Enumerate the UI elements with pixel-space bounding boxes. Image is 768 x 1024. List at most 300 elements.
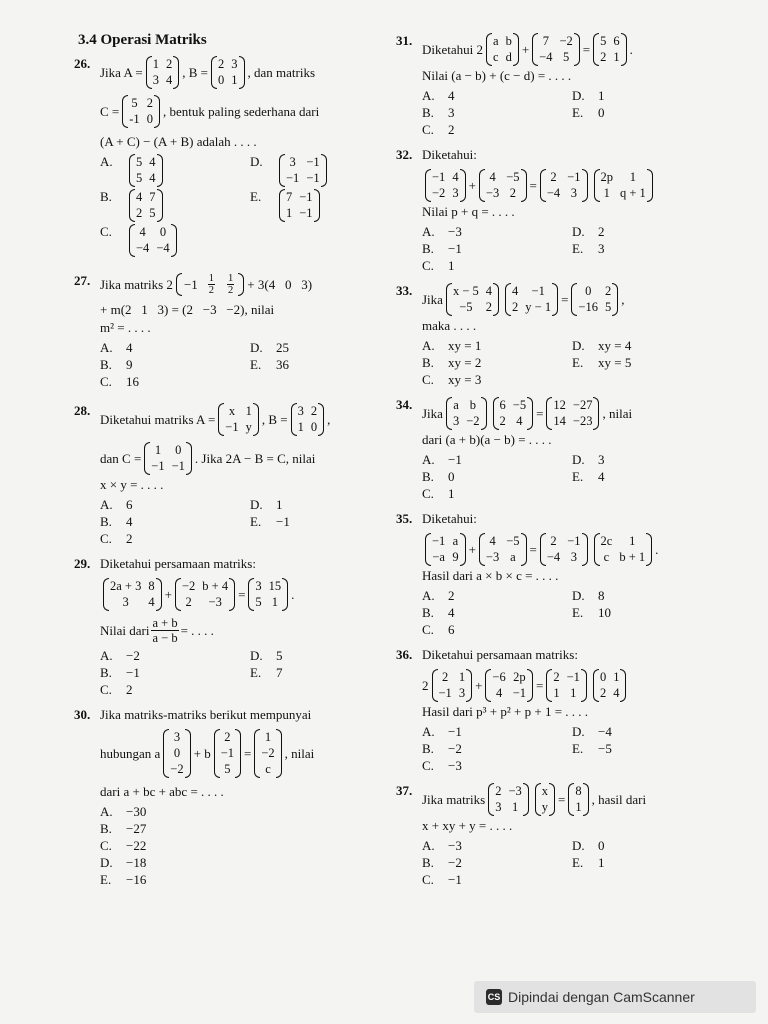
matrix-1 xyxy=(486,33,519,66)
option-b[interactable] xyxy=(100,820,250,837)
matrix-entry: 0 xyxy=(599,670,607,684)
question-text: , hasil dari xyxy=(591,791,647,807)
option-a[interactable] xyxy=(422,451,572,468)
option-c[interactable] xyxy=(422,371,572,388)
question-text: Diketahui persamaan matriks: xyxy=(100,556,256,571)
matrix-entry: 2 xyxy=(442,670,449,684)
option-value: −22 xyxy=(126,838,147,853)
question-text: Jika matriks 2 xyxy=(100,276,173,292)
matrix-entry: 5 xyxy=(224,762,231,776)
option-e[interactable] xyxy=(572,740,722,757)
option-letter: D. xyxy=(572,338,585,353)
question-number: 34. xyxy=(396,397,413,412)
matrix-entry: −1 xyxy=(531,284,545,298)
fraction-numerator: 1 xyxy=(208,273,215,284)
matrix-entry: 1 xyxy=(297,420,304,434)
right-bracket xyxy=(460,169,466,202)
right-bracket xyxy=(481,397,487,430)
matrix-entry: 5 xyxy=(563,50,570,64)
option-c[interactable] xyxy=(422,121,572,138)
option-e[interactable] xyxy=(250,356,400,373)
question-text: Hasil dari a × b × c = . . . . xyxy=(422,568,559,583)
option-b[interactable] xyxy=(422,854,572,871)
option-value: xy = 2 xyxy=(448,355,482,370)
option-c[interactable] xyxy=(422,871,572,888)
option-a[interactable] xyxy=(100,153,250,188)
right-bracket xyxy=(549,783,555,816)
right-bracket xyxy=(646,533,652,566)
matrix-a xyxy=(218,403,259,436)
option-value: −2 xyxy=(448,741,462,756)
option-d[interactable] xyxy=(100,854,250,871)
matrix-entry: 3 xyxy=(297,404,304,418)
matrix-entry: 1 xyxy=(603,186,610,200)
option-e[interactable] xyxy=(572,354,722,371)
option-letter: D. xyxy=(250,648,263,663)
question-32: 32. Diketahui: −1 4 −2 3 + 4 −5 −3 2 = 2 −1 −4 3 2p 1 1 q + 1 Nilai p + q = . . . . A. −3 D. 2 B. −1 E. 3 C. 1 xyxy=(392,146,710,274)
option-d[interactable] xyxy=(572,723,722,740)
question-text: x + xy + y = . . . . xyxy=(422,818,513,833)
matrix-c xyxy=(144,442,192,475)
matrix-entry: 5 xyxy=(149,206,156,220)
answer-options xyxy=(100,647,388,698)
option-value: −18 xyxy=(126,855,147,870)
matrix-entry: 2 xyxy=(495,784,502,798)
option-value: −27 xyxy=(126,821,147,836)
matrix-entry: 3 xyxy=(122,595,129,609)
option-a[interactable] xyxy=(422,837,572,854)
option-letter: D. xyxy=(572,724,585,739)
option-b[interactable] xyxy=(422,104,572,121)
option-value: −1 xyxy=(448,452,462,467)
matrix-entry: 1 xyxy=(458,670,466,684)
matrix-entry: −1 xyxy=(220,746,235,760)
option-value: 2 xyxy=(126,531,133,546)
option-e[interactable] xyxy=(572,604,722,621)
option-value: −1 xyxy=(448,724,462,739)
question-text: maka . . . . xyxy=(422,318,477,333)
matrix-entry: b xyxy=(505,34,512,48)
matrix-entry: −3 xyxy=(208,595,222,609)
matrix-entry: −1 xyxy=(566,670,580,684)
matrix-entry: 3 xyxy=(452,186,459,200)
option-letter: E. xyxy=(572,241,584,256)
option-value: 3 xyxy=(598,241,605,256)
right-bracket xyxy=(186,442,192,475)
matrix-entry: 3 xyxy=(255,579,262,593)
option-e[interactable] xyxy=(250,188,400,223)
option-a[interactable] xyxy=(422,337,572,354)
option-a[interactable] xyxy=(100,496,250,513)
matrix-entry: 2 xyxy=(509,186,516,200)
option-d[interactable] xyxy=(572,337,722,354)
matrix-entry: 15 xyxy=(268,579,282,593)
option-letter: E. xyxy=(572,105,584,120)
option-e[interactable] xyxy=(100,871,250,888)
option-c[interactable] xyxy=(100,681,250,698)
right-bracket xyxy=(583,783,589,816)
option-letter: E. xyxy=(250,665,262,680)
option-letter: B. xyxy=(100,189,112,204)
answer-options xyxy=(100,496,388,547)
matrix-1 xyxy=(432,669,473,702)
option-a[interactable] xyxy=(422,87,572,104)
option-letter: C. xyxy=(422,372,434,387)
question-text: , xyxy=(327,411,331,427)
option-d[interactable] xyxy=(572,837,722,854)
option-b[interactable] xyxy=(422,354,572,371)
option-value: 1 xyxy=(276,497,283,512)
matrix-entry: −6 xyxy=(492,670,506,684)
option-letter: D. xyxy=(250,340,263,355)
option-value: xy = 4 xyxy=(598,338,632,353)
matrix-entry: 8 xyxy=(575,784,582,798)
answer-options xyxy=(422,87,710,138)
matrix-entry: d xyxy=(505,50,512,64)
question-text: Jika matriks-matriks berikut mempunyai xyxy=(100,707,312,722)
matrix-entry: 5 xyxy=(600,34,607,48)
right-bracket xyxy=(647,169,653,202)
matrix-entry: 0 xyxy=(218,73,225,87)
matrix-2 xyxy=(493,397,534,430)
option-c[interactable] xyxy=(422,757,572,774)
matrix-entry: −4 xyxy=(546,186,561,200)
matrix-entry: 1 xyxy=(613,670,620,684)
matrix-entry: 2 xyxy=(553,670,560,684)
question-text: Diketahui persamaan matriks: xyxy=(422,647,578,662)
matrix-entry: q + 1 xyxy=(620,186,646,200)
question-text: + 3(4 0 3) xyxy=(247,276,313,292)
option-d[interactable] xyxy=(250,153,400,188)
option-value: 1 xyxy=(598,88,605,103)
option-letter: B. xyxy=(422,855,434,870)
option-d[interactable] xyxy=(572,87,722,104)
option-value: 2 xyxy=(598,224,605,239)
matrix-entry: c xyxy=(493,50,499,64)
option-a[interactable] xyxy=(100,647,250,664)
right-column xyxy=(392,32,710,896)
right-bracket xyxy=(521,533,527,566)
question-text: Diketahui: xyxy=(422,511,477,526)
question-27 xyxy=(70,272,388,390)
question-28 xyxy=(70,402,388,547)
matrix-entry: y xyxy=(245,420,252,434)
matrix-2 xyxy=(479,533,527,566)
fraction-numerator: 1 xyxy=(228,273,234,284)
right-bracket xyxy=(582,169,588,202)
option-value: 9 xyxy=(126,357,133,372)
option-letter: D. xyxy=(250,154,263,169)
matrix-entry: y xyxy=(541,800,548,814)
matrix-entry: 2 xyxy=(165,57,173,71)
option-letter: C. xyxy=(422,758,434,773)
option-c[interactable] xyxy=(422,621,572,638)
right-bracket xyxy=(171,224,177,257)
option-d[interactable] xyxy=(250,496,400,513)
right-bracket xyxy=(466,669,472,702)
option-value: 0 xyxy=(598,838,605,853)
matrix-entry: 4 xyxy=(452,170,459,184)
question-number: 30. xyxy=(74,707,91,722)
option-b[interactable] xyxy=(100,513,250,530)
matrix-1 xyxy=(425,169,466,202)
matrix-entry: 2 xyxy=(600,50,607,64)
option-value: 0 xyxy=(598,105,605,120)
matrix-entry: −1 xyxy=(171,459,185,473)
option-value: 5 xyxy=(276,648,283,663)
question-text: Nilai p + q = . . . . xyxy=(422,204,515,219)
option-d[interactable] xyxy=(572,451,722,468)
option-letter: A. xyxy=(422,452,435,467)
right-bracket xyxy=(521,169,527,202)
question-text: Jika A = xyxy=(100,64,143,80)
fraction-denominator: 2 xyxy=(228,285,234,296)
matrix-entry: 3 xyxy=(570,186,577,200)
option-value: 25 xyxy=(276,340,289,355)
matrix-entry: 2 xyxy=(599,686,607,700)
matrix-3 xyxy=(568,783,588,816)
option-e[interactable] xyxy=(572,104,722,121)
matrix-2 xyxy=(505,283,558,316)
option-b[interactable] xyxy=(422,740,572,757)
matrix-entry: −1 xyxy=(567,534,581,548)
question-text: + m(2 1 3) = (2 −3 −2), nilai xyxy=(100,302,275,317)
option-letter: C. xyxy=(100,374,112,389)
option-letter: C. xyxy=(100,682,112,697)
option-letter: A. xyxy=(422,224,435,239)
option-b[interactable] xyxy=(100,188,250,223)
matrix-entry: 0 xyxy=(585,284,592,298)
matrix-2 xyxy=(485,669,533,702)
matrix-1 xyxy=(425,533,466,566)
right-bracket xyxy=(185,729,191,778)
right-bracket xyxy=(612,283,618,316)
matrix-entry: 0 xyxy=(159,225,167,239)
camscanner-watermark xyxy=(474,981,756,1013)
question-number: 32. xyxy=(396,147,413,162)
option-value: 3 xyxy=(598,452,605,467)
matrix-entry: −23 xyxy=(572,414,593,428)
question-31: 31. Diketahui 2 a b c d + 7 −2 −4 5 = 5 6 2 1 . Nilai (a − b) + (c − d) = . . . . A. 4 D. 1 B. 3 E. 0 C. 2 xyxy=(392,32,710,138)
question-text: , bentuk paling sederhana dari xyxy=(162,103,320,119)
option-value: 4 xyxy=(126,340,133,355)
question-26 xyxy=(70,55,388,258)
option-value: −30 xyxy=(126,804,147,819)
option-value: 6 xyxy=(126,497,133,512)
matrix-entry: −1 xyxy=(512,686,527,700)
right-bracket xyxy=(314,189,320,222)
question-35: 35. Diketahui: −1 a −a 9 + 4 −5 −3 a = 2 −1 −4 3 2c 1 c b + 1 . Hasil dari a × b × c = . . . . A. 2 D. 8 B. 4 E. 10 C. 6 xyxy=(392,510,710,638)
matrix-entry: 4 xyxy=(489,534,496,548)
option-b[interactable] xyxy=(422,240,572,257)
option-value: 1 xyxy=(598,855,605,870)
option-b[interactable] xyxy=(422,604,572,621)
option-letter: C. xyxy=(100,531,112,546)
option-matrix xyxy=(129,224,177,257)
option-value: −3 xyxy=(448,758,462,773)
option-a[interactable] xyxy=(100,803,250,820)
matrix-1 xyxy=(446,283,499,316)
option-b[interactable] xyxy=(422,468,572,485)
right-bracket xyxy=(156,578,162,611)
question-text: m² = . . . . xyxy=(100,320,151,335)
option-e[interactable] xyxy=(572,854,722,871)
question-text: . Jika 2A − B = C, nilai xyxy=(194,450,316,466)
right-bracket xyxy=(253,403,259,436)
option-letter: A. xyxy=(422,338,435,353)
option-value: −2 xyxy=(126,648,140,663)
option-matrix xyxy=(129,154,163,187)
right-bracket xyxy=(154,95,160,128)
matrix-entry: 7 xyxy=(286,190,293,204)
right-bracket xyxy=(513,33,519,66)
option-letter: E. xyxy=(100,872,112,887)
matrix-entry: 1 xyxy=(271,595,279,609)
option-b[interactable] xyxy=(100,356,250,373)
question-text: Nilai dari xyxy=(100,622,150,638)
option-c[interactable] xyxy=(422,257,572,274)
matrix-entry: 12 xyxy=(553,398,566,412)
matrix-entry: −a xyxy=(432,550,445,564)
option-value: 36 xyxy=(276,357,289,372)
option-a[interactable] xyxy=(422,723,572,740)
option-d[interactable] xyxy=(572,587,722,604)
matrix-entry: 3 xyxy=(173,730,181,744)
option-letter: A. xyxy=(100,497,113,512)
option-c[interactable] xyxy=(100,530,250,547)
matrix-entry: −1 xyxy=(151,459,165,473)
matrix-4 xyxy=(594,533,653,566)
answer-options xyxy=(422,723,710,774)
matrix-entry: −4 xyxy=(546,550,561,564)
matrix-entry: 1 xyxy=(264,730,272,744)
matrix-entry: 1 xyxy=(245,404,252,418)
matrix-entry: 5 xyxy=(136,171,143,185)
option-value: −5 xyxy=(598,741,612,756)
matrix-entry: 2 xyxy=(550,170,557,184)
option-value: −16 xyxy=(126,872,147,887)
option-value: 1 xyxy=(448,486,455,501)
option-letter: C. xyxy=(422,122,434,137)
question-number: 28. xyxy=(74,403,91,418)
matrix-entry: x xyxy=(228,404,236,418)
option-e[interactable] xyxy=(250,513,400,530)
option-letter: A. xyxy=(422,838,435,853)
option-b[interactable] xyxy=(100,664,250,681)
option-d[interactable] xyxy=(572,223,722,240)
matrix-entry: 4 xyxy=(512,284,519,298)
matrix-entry: −5 xyxy=(506,534,520,548)
matrix-entry: 1 xyxy=(570,686,577,700)
option-e[interactable] xyxy=(572,240,722,257)
question-text: Diketahui: xyxy=(422,147,477,162)
option-letter: C. xyxy=(100,838,112,853)
matrix-entry: 1 xyxy=(511,800,519,814)
camscanner-logo-icon: CS xyxy=(486,989,502,1005)
option-value: −1 xyxy=(126,665,140,680)
right-bracket xyxy=(621,33,627,66)
matrix-entry: −3 xyxy=(485,186,500,200)
option-value: 16 xyxy=(126,374,139,389)
option-e[interactable] xyxy=(250,664,400,681)
fraction-numerator: a + b xyxy=(152,616,178,630)
question-text: , dan matriks xyxy=(247,64,316,80)
option-letter: E. xyxy=(572,741,584,756)
option-letter: A. xyxy=(100,804,113,819)
matrix-entry: −5 xyxy=(506,170,520,184)
option-letter: E. xyxy=(572,355,584,370)
option-value: xy = 5 xyxy=(598,355,632,370)
option-d[interactable] xyxy=(250,647,400,664)
option-a[interactable] xyxy=(100,339,250,356)
option-e[interactable] xyxy=(572,468,722,485)
matrix-4 xyxy=(594,169,653,202)
matrix-entry: 4 xyxy=(149,155,156,169)
matrix-entry: x − 5 xyxy=(452,284,479,298)
matrix-2 xyxy=(479,169,527,202)
matrix-entry: 2 xyxy=(512,300,519,314)
matrix-entry: 1 xyxy=(231,73,238,87)
right-bracket xyxy=(173,56,179,89)
option-value: xy = 1 xyxy=(448,338,482,353)
matrix-entry: −4 xyxy=(539,50,553,64)
matrix-entry: −27 xyxy=(572,398,593,412)
matrix-entry: 2 xyxy=(485,300,493,314)
question-text: hubungan a xyxy=(100,745,161,761)
question-text: Jika xyxy=(422,291,443,307)
matrix-entry: 1 xyxy=(613,50,620,64)
matrix-entry: 7 xyxy=(149,190,156,204)
matrix-entry: 2p xyxy=(600,170,613,184)
question-text: dari (a + b)(a − b) = . . . . xyxy=(422,432,552,447)
question-text: , nilai xyxy=(602,405,633,421)
option-letter: E. xyxy=(250,357,262,372)
option-value: 8 xyxy=(598,588,605,603)
option-d[interactable] xyxy=(250,339,400,356)
matrix-entry: 2 xyxy=(185,595,192,609)
option-a[interactable] xyxy=(422,587,572,604)
matrix-entry: −1 xyxy=(299,206,313,220)
option-c[interactable] xyxy=(100,373,250,390)
option-c[interactable] xyxy=(100,837,250,854)
option-c[interactable] xyxy=(422,485,572,502)
option-letter: E. xyxy=(572,855,584,870)
option-letter: B. xyxy=(422,355,434,370)
question-expression: (A + C) − (A + B) adalah . . . . xyxy=(100,134,257,149)
option-a[interactable] xyxy=(422,223,572,240)
matrix-3 xyxy=(248,578,288,611)
matrix-entry: 1 xyxy=(629,170,637,184)
matrix-entry: 0 xyxy=(146,112,153,126)
right-bracket xyxy=(321,154,327,187)
question-text: , xyxy=(621,291,625,307)
matrix-entry: 2 xyxy=(224,730,231,744)
matrix-entry: 1 xyxy=(152,57,159,71)
option-value: 3 xyxy=(448,105,455,120)
matrix-entry: −2 xyxy=(170,762,184,776)
matrix-entry: 3 xyxy=(452,414,460,428)
question-number: 36. xyxy=(396,647,413,662)
right-bracket xyxy=(318,403,324,436)
question-text: Diketahui matriks A = xyxy=(100,411,216,427)
matrix-entry: c xyxy=(265,762,271,776)
matrix-entry: a xyxy=(510,550,516,564)
matrix-entry: 9 xyxy=(452,550,459,564)
right-bracket xyxy=(582,533,588,566)
option-c[interactable] xyxy=(100,223,250,258)
question-30: 30. Jika matriks-matriks berikut mempunyai hubungan a 3 0 −2 + b 2 −1 5 = 1 −2 c , nilai dari a + bc + abc = . . . . A. −30 B. −27 C. −22 D. −18 E. −16 xyxy=(70,706,388,888)
matrix-entry: 5 xyxy=(255,595,262,609)
